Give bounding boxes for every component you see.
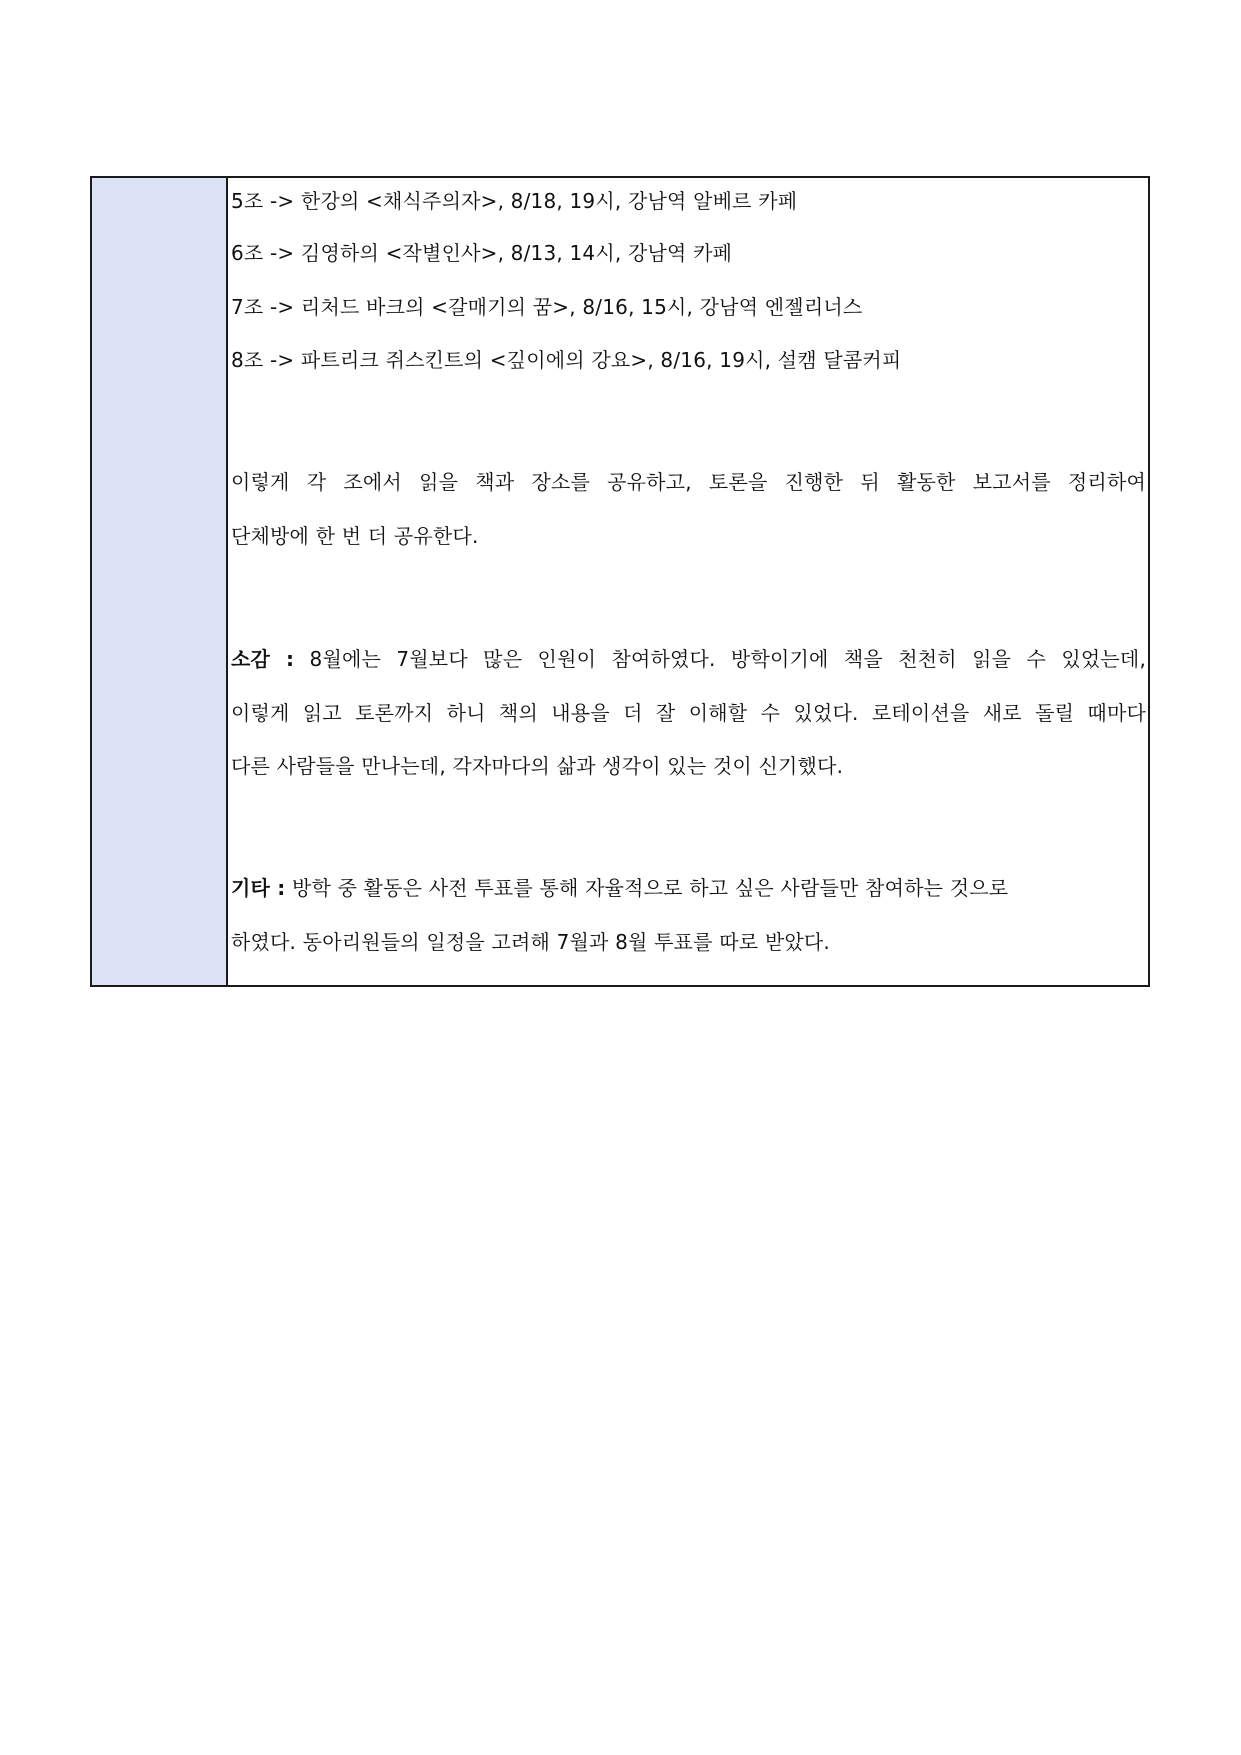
summary-line-2: 단체방에 한 번 더 공유한다. — [231, 524, 479, 548]
impression-text-1: 8월에는 7월보다 많은 인원이 참여하였다. 방학이기에 책을 천천히 읽을 수 있었는데, — [309, 647, 1147, 671]
other-line-2: 하였다. 동아리원들의 일정을 고려해 7월과 8월 투표를 따로 받았다. — [231, 930, 830, 954]
schedule-line-group-6: 6조 -> 김영하의 <작별인사>, 8/13, 14시, 강남역 카페 — [231, 241, 733, 265]
impression-label: 소감 : — [231, 647, 295, 671]
impression-line-2: 이렇게 읽고 토론까지 하니 책의 내용을 더 잘 이해할 수 있었다. 로테이션을 새로 돌릴 때마다 — [231, 701, 1146, 725]
schedule-line-group-8: 8조 -> 파트리크 쥐스킨트의 <깊이에의 강요>, 8/16, 19시, 설캠 달콤커피 — [231, 348, 902, 372]
impression-line-1 — [231, 645, 1146, 673]
impression-line-3: 다른 사람들을 만나는데, 각자마다의 삶과 생각이 있는 것이 신기했다. — [231, 754, 844, 778]
other-label: 기타 : — [231, 876, 286, 900]
summary-line-1: 이렇게 각 조에서 읽을 책과 장소를 공유하고, 토론을 진행한 뒤 활동한 보고서를 정리하여 — [231, 470, 1146, 494]
table-content-cell — [228, 178, 1148, 985]
report-table — [90, 176, 1150, 987]
table-label-cell — [92, 178, 228, 985]
schedule-line-group-7: 7조 -> 리처드 바크의 <갈매기의 꿈>, 8/16, 15시, 강남역 엔젤리너스 — [231, 295, 863, 319]
other-text-1: 방학 중 활동은 사전 투표를 통해 자율적으로 하고 싶은 사람들만 참여하는 것으로 — [291, 876, 1009, 900]
other-line-1 — [231, 874, 1146, 902]
schedule-line-group-5: 5조 -> 한강의 <채식주의자>, 8/18, 19시, 강남역 알베르 카페 — [231, 189, 798, 213]
